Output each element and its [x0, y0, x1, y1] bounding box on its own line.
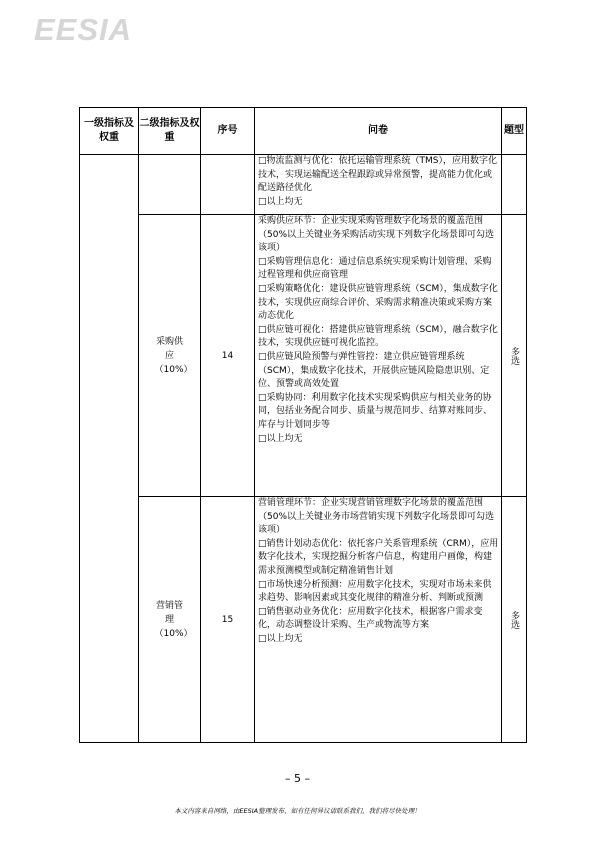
question-line: □供应链可视化：搭建供应链管理系统（SCM），融合数字化技术，实现供应链可视化监控。 [258, 324, 498, 349]
header-level2: 二级指标及权重 [139, 108, 201, 155]
question-line: □销售计划动态优化：依托客户关系管理系统（CRM），应用数字化技术，实现挖掘分析客户信息，构建用户画像，构建需求预测模型或制定精准销售计划 [258, 538, 499, 576]
question-line: □市场快速分析预测：应用数字化技术，实现对市场未来供求趋势、影响因素或其变化规律的精准分析、判断或预测 [258, 579, 492, 604]
question-line: □供应链风险预警与弹性管控：建立供应链管理系统（SCM），集成数字化技术，开展供应链风险隐患识别、定位、预警或高效处置 [258, 351, 490, 390]
question-cell [255, 497, 502, 743]
type-label: 多选 [509, 610, 519, 629]
level2-cell [139, 497, 201, 743]
header-level1: 一级指标及权重 [80, 108, 139, 155]
footer-disclaimer: 本文内容来自网络，由EESIA整理发布，如有任何异议请联系我们，我们将尽快处理！ [174, 807, 421, 815]
type-cell-empty [502, 155, 527, 215]
question-line: □以上均无 [258, 196, 303, 207]
level2-cell [139, 215, 201, 497]
question-line: □以上均无 [258, 633, 303, 644]
question-line: □采购协同：利用数字化技术实现采购供应与相关业务的协同，包括业务配合同步、质量与规范同步、结算对账同步、库存与计划同步等 [258, 392, 493, 430]
type-cell [502, 215, 527, 497]
level2-label: 营销管理（10%） [154, 600, 193, 639]
header-seq: 序号 [201, 108, 255, 155]
question-line: （50%以上关键业务市场营销实现下列数字化场景即可勾选该项） [258, 511, 495, 536]
type-cell [502, 497, 527, 743]
seq-cell: 15 [201, 497, 255, 743]
question-line: □采购策略优化：建设供应链管理系统（SCM），集成数字化技术，实现供应商综合评价、采购需求精准决策或采购方案动态优化 [258, 283, 498, 322]
level2-label: 采购供应（10%） [154, 336, 193, 375]
question-cell [255, 215, 502, 497]
indicator-table [79, 107, 527, 743]
question-cell-continued [255, 155, 502, 215]
question-line: □物流监测与优化：依托运输管理系统（TMS），应用数字化技术，实现运输配送全程跟踪或异常预警，提高能力优化或配送路径优化 [258, 156, 497, 194]
table-header-row [80, 108, 527, 155]
header-question: 问卷 [255, 108, 502, 155]
question-line: □采购管理信息化：通过信息系统实现采购计划管理、采购过程管理和供应商管理 [258, 256, 492, 281]
question-line: □以上均无 [258, 433, 303, 444]
question-line: □销售驱动业务优化：应用数字化技术，根据客户需求变化，动态调整设计采购、生产或物流等方案 [258, 606, 483, 631]
page-number: – 5 – [285, 772, 310, 785]
question-line: 采购供应环节：企业实现采购管理数字化场景的覆盖范围 [258, 216, 484, 226]
table-row [80, 215, 527, 497]
level2-cell-empty [139, 155, 201, 215]
type-label: 多选 [509, 346, 519, 365]
table-row-continued [80, 155, 527, 215]
eesia-logo: EESIA [34, 12, 133, 47]
level1-cell-empty [80, 155, 139, 743]
seq-cell-empty [201, 155, 255, 215]
table-row [80, 497, 527, 743]
seq-cell: 14 [201, 215, 255, 497]
header-type: 题型 [502, 108, 527, 155]
question-line: 营销管理环节：企业实现营销管理数字化场景的覆盖范围 [258, 498, 484, 508]
question-line: （50%以上关键业务采购活动实现下列数字化场景即可勾选该项） [258, 229, 495, 254]
